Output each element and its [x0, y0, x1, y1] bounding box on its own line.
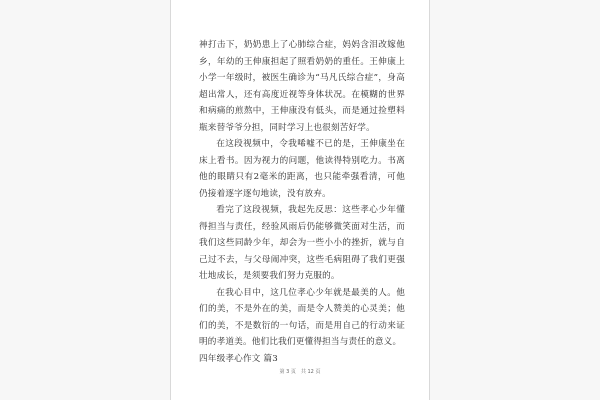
page-footer: 第 3 页 共 12 页	[279, 369, 321, 375]
paragraph-1: 神打击下，奶奶患上了心肺综合症，妈妈含泪改嫁他乡，年幼的王伸康担起了照看奶奶的重任。王伸康上小学一年级时，被医生确诊为“马凡氏综合症”，身高超出常人，还有高度近视等身体状况。在模糊的世界和病痛的煎熬中，王伸康没有低头，而是通过捡塑料瓶来替爷爷分担，同时学习上也很刻苦好学。	[199, 40, 405, 133]
document-page	[170, 0, 430, 400]
paragraph-3: 看完了这段视频，我起先反思：这些孝心少年懂得担当与责任，经验风雨后仍能够微笑面对生活，而我们这些同龄少年，却会为一些小小的挫折，就与自己过不去，与父母闹冲突，这些毛病阻碍了我们更强壮地成长，是须要我们努力克服的。	[199, 205, 405, 281]
section-title: 四年级孝心作文 篇3	[199, 353, 278, 364]
paragraph-2: 在这段视频中，令我唏嘘不已的是，王伸康坐在床上看书。因为视力的问题，他读得特别吃力。书离他的眼睛只有2毫米的距离，也只能牵强看清，可他仍接着逐字逐句地读，没有放弃。	[199, 139, 405, 199]
paragraph-4: 在我心目中，这几位孝心少年就是最美的人。他们的美，不是外在的美，而是令人赞美的心灵美；他们的美，不是数衍的一句话，而是用自己的行动来证明的孝道美。他们比我们更懂得担当与责任的意义。	[199, 287, 405, 347]
document-body	[199, 37, 405, 367]
